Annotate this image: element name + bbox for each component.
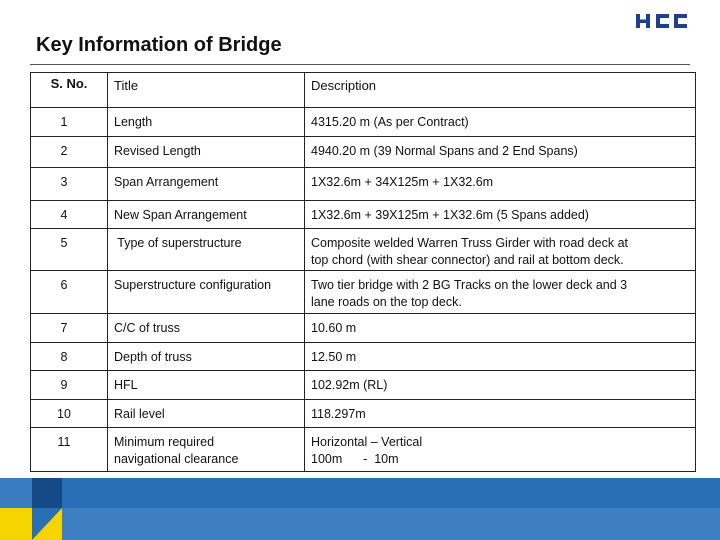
description-line: Two tier bridge with 2 BG Tracks on the lower deck and 3 (311, 278, 628, 292)
cell-description (305, 137, 696, 168)
cell-serial-no: 7 (31, 314, 108, 343)
cell-serial-no: 9 (31, 371, 108, 400)
cell-description (305, 271, 696, 314)
cell-title: Rail level (108, 400, 305, 428)
footer-bottom-stripe (0, 508, 720, 540)
cell-title: Superstructure configuration (108, 271, 305, 314)
cell-title: C/C of truss (108, 314, 305, 343)
cell-serial-no: 3 (31, 168, 108, 201)
cell-title: Revised Length (108, 137, 305, 168)
cell-title: Span Arrangement (108, 168, 305, 201)
table-row (31, 271, 696, 314)
description-line: top chord (with shear connector) and rail at bottom deck. (311, 253, 624, 267)
header-serial-no: S. No. (31, 73, 108, 108)
bridge-info-table (30, 72, 696, 472)
description-line: 100m - 10m (311, 452, 399, 466)
cell-title: Type of superstructure (108, 229, 305, 271)
title-divider (30, 64, 690, 65)
footer-block-2 (32, 478, 62, 508)
description-line: 118.297m (311, 407, 366, 421)
cell-title: Length (108, 108, 305, 137)
description-line: 1X32.6m + 34X125m + 1X32.6m (311, 175, 494, 189)
title-line: Minimum required (114, 435, 215, 449)
table-row (31, 400, 696, 428)
cell-serial-no: 2 (31, 137, 108, 168)
description-line: Horizontal – Vertical (311, 435, 423, 449)
cell-serial-no: 4 (31, 201, 108, 229)
cell-serial-no: 1 (31, 108, 108, 137)
cell-description (305, 168, 696, 201)
description-line: 102.92m (RL) (311, 378, 388, 392)
cell-description (305, 343, 696, 371)
cell-title: New Span Arrangement (108, 201, 305, 229)
cell-serial-no: 5 (31, 229, 108, 271)
table-row (31, 343, 696, 371)
description-line: Composite welded Warren Truss Girder with road deck at (311, 236, 629, 250)
cell-serial-no: 8 (31, 343, 108, 371)
cell-serial-no: 10 (31, 400, 108, 428)
cell-serial-no: 6 (31, 271, 108, 314)
description-line: 4940.20 m (39 Normal Spans and 2 End Spans) (311, 144, 578, 158)
table-header-row (31, 73, 696, 108)
description-line: lane roads on the top deck. (311, 295, 462, 309)
cell-description (305, 108, 696, 137)
cell-description (305, 201, 696, 229)
table-row (31, 108, 696, 137)
description-line: 4315.20 m (As per Contract) (311, 115, 469, 129)
table-row (31, 428, 696, 472)
header-description: Description (305, 73, 696, 108)
title-line: navigational clearance (114, 452, 239, 466)
cell-description (305, 428, 696, 472)
cell-description (305, 400, 696, 428)
footer-block-1 (0, 478, 32, 508)
cell-description (305, 314, 696, 343)
page-title: Key Information of Bridge (36, 34, 282, 56)
cell-serial-no: 11 (31, 428, 108, 472)
cell-description (305, 229, 696, 271)
cell-title: HFL (108, 371, 305, 400)
table-row (31, 168, 696, 201)
footer-top-stripe (0, 478, 720, 508)
footer-yellow-block (0, 508, 32, 540)
table-row (31, 229, 696, 271)
description-line: 12.50 m (311, 350, 357, 364)
header-title: Title (108, 73, 305, 108)
description-line: 10.60 m (311, 321, 357, 335)
table-row (31, 371, 696, 400)
cell-title: Depth of truss (108, 343, 305, 371)
description-line: 1X32.6m + 39X125m + 1X32.6m (5 Spans added) (311, 208, 589, 222)
table-row (31, 314, 696, 343)
table-row (31, 137, 696, 168)
hcc-logo (636, 12, 690, 30)
table-row (31, 201, 696, 229)
footer-band (0, 478, 720, 540)
cell-description (305, 371, 696, 400)
cell-title (108, 428, 305, 472)
